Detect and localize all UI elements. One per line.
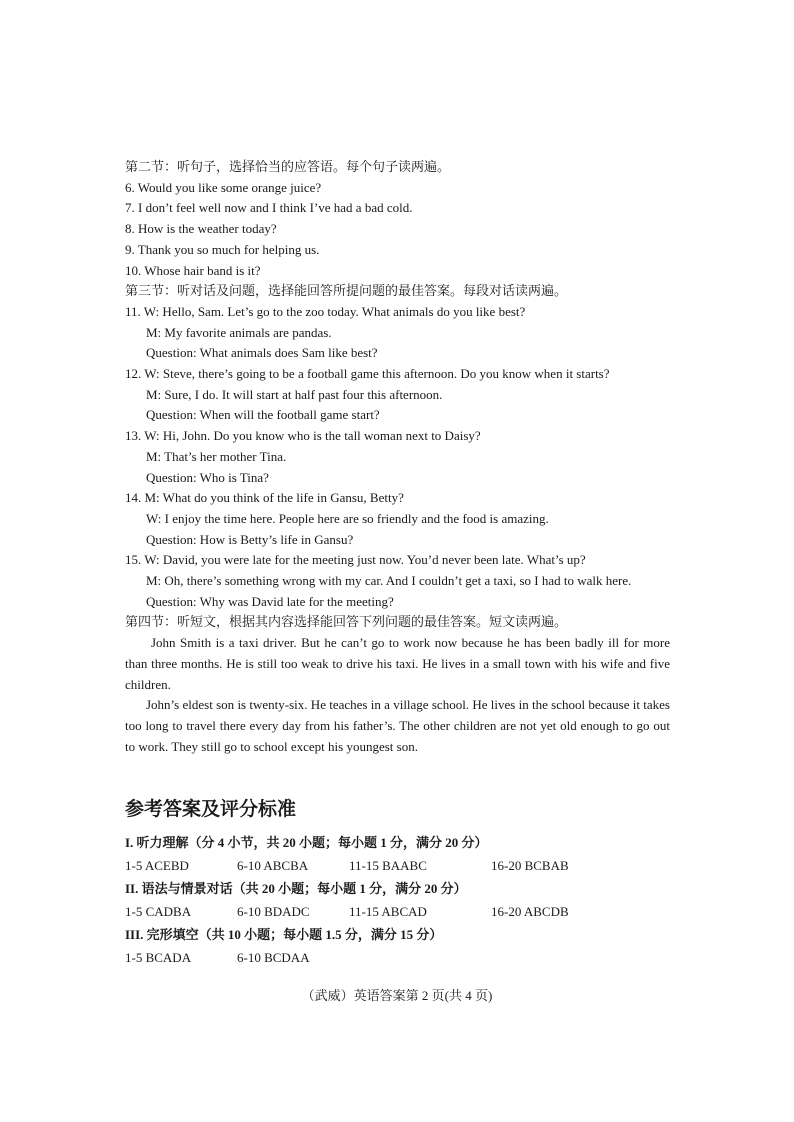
- section-2-answers: [125, 900, 670, 924]
- section-1-answers: [125, 854, 670, 878]
- answer-key-title: 参考答案及评分标准: [125, 799, 297, 820]
- answer-group: 1-5 BCADA: [125, 950, 192, 965]
- dialogue-15-line2: [125, 571, 670, 592]
- dialogue-13-question: Question: Who is Tina?: [146, 469, 269, 485]
- passage-paragraph-1: John Smith is a taxi driver. But he can’t go to work now because he has been badly ill for more than three months. He is still too weak to drive his taxi. He lives in a small town with his wife and five children.: [125, 635, 670, 692]
- answer-group: 6-10 BDADC: [237, 904, 310, 919]
- section-2-heading: II. 语法与情景对话（共 20 小题；每小题 1 分，满分 20 分）: [125, 881, 467, 896]
- dialogue-12-line1: 12. W: Steve, there’s going to be a football game this afternoon. Do you know when it starts?: [125, 366, 610, 382]
- dialogue-12-question: Question: When will the football game start?: [146, 407, 380, 423]
- sentence-8: 8. How is the weather today?: [125, 221, 277, 237]
- dialogue-12-line2: M: Sure, I do. It will start at half past four this afternoon.: [146, 386, 443, 402]
- answer-group: 16-20 ABCDB: [491, 904, 569, 919]
- answer-group: 1-5 CADBA: [125, 904, 192, 919]
- part2-heading: 第二节：听句子，选择恰当的应答语。每个句子读两遍。: [125, 159, 451, 174]
- page-footer: （武威）英语答案第 2 页(共 4 页): [301, 988, 493, 1003]
- dialogue-14-line2: W: I enjoy the time here. People here are so friendly and the food is amazing.: [146, 510, 549, 526]
- sentence-6: 6. Would you like some orange juice?: [125, 179, 322, 195]
- sentence-9: 9. Thank you so much for helping us.: [125, 241, 320, 257]
- sentence-10: 10. Whose hair band is it?: [125, 262, 261, 278]
- answer-group: 16-20 BCBAB: [491, 858, 569, 873]
- dialogue-15-line1: 15. W: David, you were late for the meeting just now. You’d never been late. What’s up?: [125, 552, 586, 568]
- dialogue-15-question: Question: Why was David late for the meeting?: [146, 593, 394, 609]
- answer-group: 11-15 ABCAD: [349, 904, 427, 919]
- dialogue-14-line1: 14. M: What do you think of the life in Gansu, Betty?: [125, 490, 404, 506]
- dialogue-11-line1: 11. W: Hello, Sam. Let’s go to the zoo today. What animals do you like best?: [125, 303, 526, 319]
- answer-group: 11-15 BAABC: [349, 858, 427, 873]
- answer-group: 6-10 BCDAA: [237, 950, 310, 965]
- part4-heading: 第四节：听短文，根据其内容选择能回答下列问题的最佳答案。短文读两遍。: [125, 614, 568, 630]
- dialogue-11-line2: M: My favorite animals are pandas.: [146, 324, 332, 340]
- section-1-heading: I. 听力理解（分 4 小节，共 20 小题；每小题 1 分，满分 20 分）: [125, 835, 488, 850]
- passage-paragraph-2: John’s eldest son is twenty-six. He teaches in a village school. He lives in the school because it takes too long to travel there every day from his father’s. The other children are not yet old enough to go out to work. They still go to school except his youngest son.: [125, 697, 670, 754]
- part3-heading: 第三节：听对话及问题，选择能回答所提问题的最佳答案。每段对话读两遍。: [125, 283, 568, 299]
- dialogue-11-question: Question: What animals does Sam like best?: [146, 345, 378, 361]
- section-3-heading: III. 完形填空（共 10 小题；每小题 1.5 分，满分 15 分）: [125, 927, 443, 942]
- sentence-7: 7. I don’t feel well now and I think I’ve had a bad cold.: [125, 200, 413, 216]
- answer-group: 1-5 ACEBD: [125, 858, 189, 873]
- answer-group: 6-10 ABCBA: [237, 858, 309, 873]
- section-3-answers: [125, 946, 670, 970]
- dialogue-13-line2: M: That’s her mother Tina.: [146, 448, 287, 464]
- listening-transcript: [125, 157, 670, 757]
- dialogue-14-question: Question: How is Betty’s life in Gansu?: [146, 531, 354, 547]
- dialogue-15-line2-text: M: Oh, there’s something wrong with my car. And I couldn’t get a taxi, so I had to walk here.: [146, 573, 632, 589]
- answer-key: [125, 796, 670, 970]
- dialogue-13-line1: 13. W: Hi, John. Do you know who is the tall woman next to Daisy?: [125, 428, 481, 444]
